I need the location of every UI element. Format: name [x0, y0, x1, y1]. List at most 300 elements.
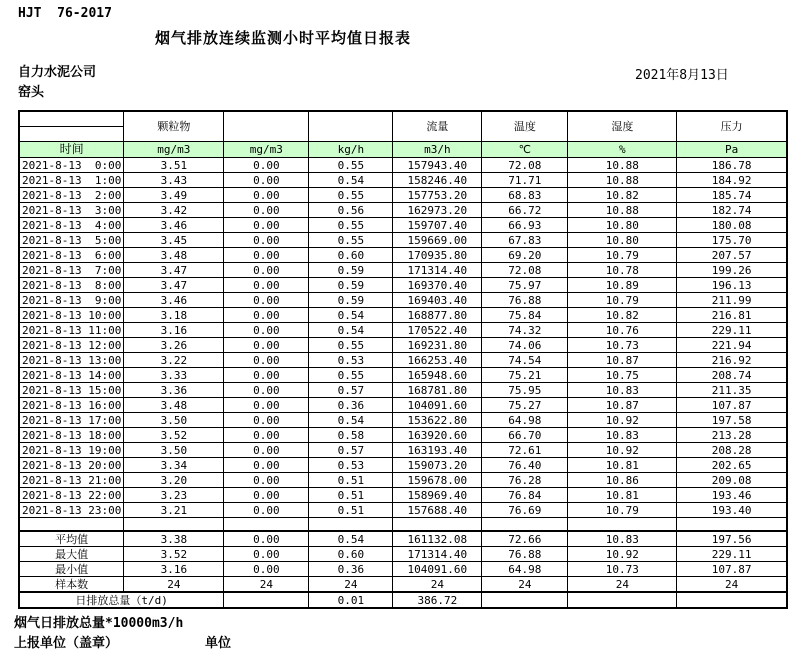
cell-label: 2021-8-13 22:00: [19, 488, 124, 503]
cell-value: 0.54: [309, 531, 393, 547]
cell-value: 0.59: [309, 293, 393, 308]
daily-total-mg-m3: [224, 592, 309, 608]
table-row: [19, 458, 787, 473]
daily-total-label: 日排放总量（t/d): [19, 592, 224, 608]
col-header-time: 时间: [19, 142, 124, 158]
unit-kg-h: kg/h: [309, 142, 393, 158]
cell-value: 196.13: [677, 278, 787, 293]
cell-value: 159073.20: [393, 458, 482, 473]
cell-label: 2021-8-13 5:00: [19, 233, 124, 248]
cell-label: 2021-8-13 13:00: [19, 353, 124, 368]
cell-value: 171314.40: [393, 547, 482, 562]
cell-value: 211.99: [677, 293, 787, 308]
cell-value: 0.59: [309, 263, 393, 278]
cell-value: 3.33: [124, 368, 224, 383]
cell-value: 0.55: [309, 368, 393, 383]
cell-value: 169370.40: [393, 278, 482, 293]
table-row: [19, 503, 787, 518]
table-row: [19, 263, 787, 278]
cell-value: 10.73: [568, 338, 677, 353]
spacer-row: [19, 518, 787, 532]
cell-value: 0.54: [309, 413, 393, 428]
cell-value: 0.54: [309, 308, 393, 323]
cell-value: 3.46: [124, 293, 224, 308]
cell-value: 193.40: [677, 503, 787, 518]
data-rows: [19, 158, 787, 518]
header-blank-bottom: [19, 127, 124, 142]
cell-value: 24: [677, 577, 787, 593]
cell-value: 76.69: [482, 503, 568, 518]
cell-value: 72.61: [482, 443, 568, 458]
col-header-humidity: 湿度: [568, 111, 677, 142]
cell-value: 0.00: [224, 368, 309, 383]
cell-value: 3.45: [124, 233, 224, 248]
summary-rows: [19, 531, 787, 592]
cell-value: 159669.00: [393, 233, 482, 248]
cell-value: 76.88: [482, 293, 568, 308]
cell-value: 10.92: [568, 443, 677, 458]
cell-value: 10.87: [568, 398, 677, 413]
cell-label: 2021-8-13 2:00: [19, 188, 124, 203]
cell-value: 72.08: [482, 263, 568, 278]
cell-value: 0.00: [224, 503, 309, 518]
cell-value: 74.54: [482, 353, 568, 368]
cell-value: 3.43: [124, 173, 224, 188]
cell-value: 76.88: [482, 547, 568, 562]
cell-label: 2021-8-13 16:00: [19, 398, 124, 413]
spacer-cell: [393, 518, 482, 532]
table-row: [19, 308, 787, 323]
cell-label: 2021-8-13 4:00: [19, 218, 124, 233]
cell-value: 0.00: [224, 263, 309, 278]
spacer-cell: [568, 518, 677, 532]
cell-label: 样本数: [19, 577, 124, 593]
cell-value: 163920.60: [393, 428, 482, 443]
cell-value: 3.21: [124, 503, 224, 518]
daily-total-pressure: [677, 592, 787, 608]
cell-value: 185.74: [677, 188, 787, 203]
table-row: [19, 233, 787, 248]
cell-value: 69.20: [482, 248, 568, 263]
cell-label: 2021-8-13 6:00: [19, 248, 124, 263]
cell-value: 0.00: [224, 188, 309, 203]
cell-label: 2021-8-13 8:00: [19, 278, 124, 293]
cell-value: 10.88: [568, 158, 677, 173]
cell-value: 0.00: [224, 158, 309, 173]
cell-value: 159678.00: [393, 473, 482, 488]
cell-value: 75.84: [482, 308, 568, 323]
cell-value: 66.72: [482, 203, 568, 218]
cell-value: 3.23: [124, 488, 224, 503]
cell-value: 0.59: [309, 278, 393, 293]
cell-label: 平均值: [19, 531, 124, 547]
cell-value: 76.28: [482, 473, 568, 488]
cell-value: 162973.20: [393, 203, 482, 218]
cell-value: 10.82: [568, 308, 677, 323]
cell-value: 75.95: [482, 383, 568, 398]
cell-value: 76.84: [482, 488, 568, 503]
cell-value: 71.71: [482, 173, 568, 188]
company-name: 自力水泥公司: [18, 65, 97, 80]
cell-value: 171314.40: [393, 263, 482, 278]
table-row: [19, 278, 787, 293]
cell-value: 0.00: [224, 203, 309, 218]
cell-label: 2021-8-13 17:00: [19, 413, 124, 428]
cell-value: 10.88: [568, 203, 677, 218]
cell-value: 207.57: [677, 248, 787, 263]
cell-value: 3.22: [124, 353, 224, 368]
cell-value: 168877.80: [393, 308, 482, 323]
cell-value: 0.00: [224, 398, 309, 413]
cell-value: 3.34: [124, 458, 224, 473]
cell-value: 157753.20: [393, 188, 482, 203]
cell-value: 169231.80: [393, 338, 482, 353]
cell-value: 182.74: [677, 203, 787, 218]
daily-total-flow: 386.72: [393, 592, 482, 608]
cell-value: 170522.40: [393, 323, 482, 338]
cell-value: 10.73: [568, 562, 677, 577]
cell-value: 10.92: [568, 413, 677, 428]
spacer-section: [19, 518, 787, 532]
table-row: [19, 248, 787, 263]
table-row: [19, 293, 787, 308]
cell-value: 66.93: [482, 218, 568, 233]
report-date: 2021年8月13日: [635, 68, 729, 83]
cell-label: 2021-8-13 19:00: [19, 443, 124, 458]
cell-value: 67.83: [482, 233, 568, 248]
cell-value: 72.08: [482, 158, 568, 173]
standard-number: HJT 76-2017: [18, 6, 112, 21]
cell-value: 0.00: [224, 428, 309, 443]
table-row: [19, 547, 787, 562]
cell-value: 158246.40: [393, 173, 482, 188]
cell-value: 153622.80: [393, 413, 482, 428]
col-header-pressure: 压力: [677, 111, 787, 142]
table-row: [19, 562, 787, 577]
table-row: [19, 173, 787, 188]
cell-value: 0.00: [224, 248, 309, 263]
cell-value: 64.98: [482, 413, 568, 428]
table-row: [19, 338, 787, 353]
cell-label: 2021-8-13 0:00: [19, 158, 124, 173]
cell-value: 74.06: [482, 338, 568, 353]
cell-value: 0.00: [224, 547, 309, 562]
cell-value: 197.58: [677, 413, 787, 428]
cell-value: 202.65: [677, 458, 787, 473]
cell-value: 199.26: [677, 263, 787, 278]
spacer-cell: [224, 518, 309, 532]
cell-value: 10.88: [568, 173, 677, 188]
cell-value: 229.11: [677, 547, 787, 562]
unit-mg-m3-a: mg/m3: [124, 142, 224, 158]
cell-value: 168781.80: [393, 383, 482, 398]
spacer-cell: [677, 518, 787, 532]
cell-value: 10.79: [568, 248, 677, 263]
cell-value: 10.89: [568, 278, 677, 293]
cell-value: 0.51: [309, 503, 393, 518]
cell-value: 24: [568, 577, 677, 593]
cell-value: 3.50: [124, 413, 224, 428]
cell-value: 208.74: [677, 368, 787, 383]
col-header-flow: 流量: [393, 111, 482, 142]
cell-value: 0.54: [309, 173, 393, 188]
cell-value: 163193.40: [393, 443, 482, 458]
cell-value: 0.00: [224, 278, 309, 293]
cell-value: 158969.40: [393, 488, 482, 503]
cell-value: 104091.60: [393, 398, 482, 413]
cell-value: 0.60: [309, 547, 393, 562]
table-row: [19, 158, 787, 173]
cell-value: 0.51: [309, 473, 393, 488]
cell-value: 3.49: [124, 188, 224, 203]
cell-value: 211.35: [677, 383, 787, 398]
cell-value: 3.47: [124, 278, 224, 293]
cell-value: 107.87: [677, 398, 787, 413]
cell-value: 0.00: [224, 323, 309, 338]
table-row: [19, 413, 787, 428]
col-header-blank-2: [309, 111, 393, 142]
cell-value: 24: [224, 577, 309, 593]
cell-value: 161132.08: [393, 531, 482, 547]
spacer-cell: [482, 518, 568, 532]
cell-label: 2021-8-13 20:00: [19, 458, 124, 473]
cell-value: 0.57: [309, 443, 393, 458]
cell-value: 104091.60: [393, 562, 482, 577]
cell-value: 0.36: [309, 398, 393, 413]
cell-value: 184.92: [677, 173, 787, 188]
cell-value: 0.57: [309, 383, 393, 398]
unit-celsius: ℃: [482, 142, 568, 158]
col-header-particulate: 颗粒物: [124, 111, 224, 142]
cell-value: 10.83: [568, 428, 677, 443]
cell-value: 0.54: [309, 323, 393, 338]
cell-label: 2021-8-13 12:00: [19, 338, 124, 353]
cell-value: 216.92: [677, 353, 787, 368]
cell-value: 0.00: [224, 353, 309, 368]
table-row: [19, 203, 787, 218]
cell-value: 75.27: [482, 398, 568, 413]
col-header-blank-1: [224, 111, 309, 142]
cell-value: 3.18: [124, 308, 224, 323]
cell-label: 2021-8-13 11:00: [19, 323, 124, 338]
cell-value: 3.42: [124, 203, 224, 218]
cell-value: 0.00: [224, 531, 309, 547]
cell-value: 0.00: [224, 233, 309, 248]
table-row: [19, 428, 787, 443]
cell-value: 3.52: [124, 428, 224, 443]
cell-value: 175.70: [677, 233, 787, 248]
table-row: [19, 368, 787, 383]
cell-value: 0.00: [224, 473, 309, 488]
cell-label: 2021-8-13 10:00: [19, 308, 124, 323]
cell-value: 3.20: [124, 473, 224, 488]
cell-value: 0.00: [224, 562, 309, 577]
header-rows: [19, 111, 787, 158]
cell-value: 3.51: [124, 158, 224, 173]
cell-value: 10.83: [568, 531, 677, 547]
cell-value: 3.16: [124, 562, 224, 577]
cell-value: 10.81: [568, 458, 677, 473]
cell-value: 216.81: [677, 308, 787, 323]
group-header-row: [19, 111, 787, 127]
cell-value: 3.47: [124, 263, 224, 278]
cell-value: 197.56: [677, 531, 787, 547]
cell-value: 208.28: [677, 443, 787, 458]
cell-value: 186.78: [677, 158, 787, 173]
cell-value: 10.79: [568, 293, 677, 308]
cell-value: 0.56: [309, 203, 393, 218]
unit-text: 单位: [205, 636, 232, 651]
cell-value: 66.70: [482, 428, 568, 443]
cell-value: 0.00: [224, 218, 309, 233]
cell-value: 0.58: [309, 428, 393, 443]
cell-value: 0.51: [309, 488, 393, 503]
cell-value: 3.26: [124, 338, 224, 353]
daily-total-kg-h: 0.01: [309, 592, 393, 608]
table-row: [19, 443, 787, 458]
header-blank-top: [19, 111, 124, 127]
cell-label: 2021-8-13 14:00: [19, 368, 124, 383]
table-row: [19, 488, 787, 503]
cell-value: 0.00: [224, 443, 309, 458]
cell-value: 10.76: [568, 323, 677, 338]
cell-value: 10.79: [568, 503, 677, 518]
table-row: [19, 577, 787, 593]
cell-value: 0.00: [224, 293, 309, 308]
cell-value: 3.52: [124, 547, 224, 562]
cell-label: 2021-8-13 21:00: [19, 473, 124, 488]
cell-value: 170935.80: [393, 248, 482, 263]
spacer-cell: [124, 518, 224, 532]
unit-m3-h: m3/h: [393, 142, 482, 158]
cell-value: 107.87: [677, 562, 787, 577]
cell-value: 3.16: [124, 323, 224, 338]
cell-value: 10.86: [568, 473, 677, 488]
cell-value: 0.53: [309, 353, 393, 368]
cell-value: 3.48: [124, 248, 224, 263]
col-header-temperature: 温度: [482, 111, 568, 142]
cell-value: 10.87: [568, 353, 677, 368]
cell-value: 24: [124, 577, 224, 593]
cell-value: 0.00: [224, 308, 309, 323]
table-row: [19, 398, 787, 413]
cell-value: 75.21: [482, 368, 568, 383]
cell-value: 0.55: [309, 233, 393, 248]
cell-value: 75.97: [482, 278, 568, 293]
page-title: 烟气排放连续监测小时平均值日报表: [155, 29, 412, 47]
total-section: [19, 592, 787, 608]
cell-value: 165948.60: [393, 368, 482, 383]
cell-value: 0.00: [224, 413, 309, 428]
cell-value: 0.60: [309, 248, 393, 263]
table-row: [19, 323, 787, 338]
cell-value: 180.08: [677, 218, 787, 233]
cell-value: 72.66: [482, 531, 568, 547]
cell-value: 0.00: [224, 458, 309, 473]
cell-value: 74.32: [482, 323, 568, 338]
cell-value: 0.55: [309, 158, 393, 173]
table-row: [19, 473, 787, 488]
cell-value: 3.36: [124, 383, 224, 398]
monitoring-point: 窑头: [18, 85, 45, 100]
cell-value: 10.82: [568, 188, 677, 203]
units-header-row: [19, 142, 787, 158]
unit-mg-m3-b: mg/m3: [224, 142, 309, 158]
cell-label: 2021-8-13 15:00: [19, 383, 124, 398]
cell-value: 10.92: [568, 547, 677, 562]
cell-value: 221.94: [677, 338, 787, 353]
cell-value: 213.28: [677, 428, 787, 443]
cell-value: 3.46: [124, 218, 224, 233]
cell-value: 157688.40: [393, 503, 482, 518]
cell-value: 3.48: [124, 398, 224, 413]
cell-value: 10.80: [568, 233, 677, 248]
table-row: [19, 531, 787, 547]
cell-value: 0.00: [224, 338, 309, 353]
table-row: [19, 383, 787, 398]
cell-value: 3.38: [124, 531, 224, 547]
cell-label: 最大值: [19, 547, 124, 562]
cell-value: 3.50: [124, 443, 224, 458]
cell-value: 209.08: [677, 473, 787, 488]
cell-value: 10.80: [568, 218, 677, 233]
cell-label: 2021-8-13 1:00: [19, 173, 124, 188]
cell-label: 2021-8-13 7:00: [19, 263, 124, 278]
cell-value: 0.55: [309, 218, 393, 233]
cell-value: 193.46: [677, 488, 787, 503]
table-row: [19, 218, 787, 233]
daily-total-humidity: [568, 592, 677, 608]
cell-value: 0.55: [309, 338, 393, 353]
cell-value: 76.40: [482, 458, 568, 473]
table-row: [19, 188, 787, 203]
cell-value: 10.75: [568, 368, 677, 383]
cell-label: 2021-8-13 9:00: [19, 293, 124, 308]
cell-value: 64.98: [482, 562, 568, 577]
cell-value: 0.00: [224, 173, 309, 188]
cell-value: 0.53: [309, 458, 393, 473]
cell-value: 166253.40: [393, 353, 482, 368]
cell-label: 2021-8-13 3:00: [19, 203, 124, 218]
cell-value: 0.00: [224, 488, 309, 503]
table-row: [19, 353, 787, 368]
cell-value: 10.78: [568, 263, 677, 278]
daily-total-row: [19, 592, 787, 608]
cell-value: 24: [393, 577, 482, 593]
unit-percent: %: [568, 142, 677, 158]
spacer-cell: [19, 518, 124, 532]
report-table: [18, 110, 788, 609]
cell-value: 157943.40: [393, 158, 482, 173]
flow-total-note: 烟气日排放总量*10000m3/h: [14, 616, 184, 631]
cell-value: 24: [482, 577, 568, 593]
cell-label: 2021-8-13 18:00: [19, 428, 124, 443]
unit-pa: Pa: [677, 142, 787, 158]
cell-value: 229.11: [677, 323, 787, 338]
cell-value: 10.83: [568, 383, 677, 398]
cell-value: 169403.40: [393, 293, 482, 308]
daily-total-temp: [482, 592, 568, 608]
cell-value: 24: [309, 577, 393, 593]
cell-value: 68.83: [482, 188, 568, 203]
reporting-unit-label: 上报单位（盖章）: [14, 636, 119, 651]
cell-label: 最小值: [19, 562, 124, 577]
cell-label: 2021-8-13 23:00: [19, 503, 124, 518]
cell-value: 0.36: [309, 562, 393, 577]
spacer-cell: [309, 518, 393, 532]
cell-value: 0.00: [224, 383, 309, 398]
cell-value: 10.81: [568, 488, 677, 503]
